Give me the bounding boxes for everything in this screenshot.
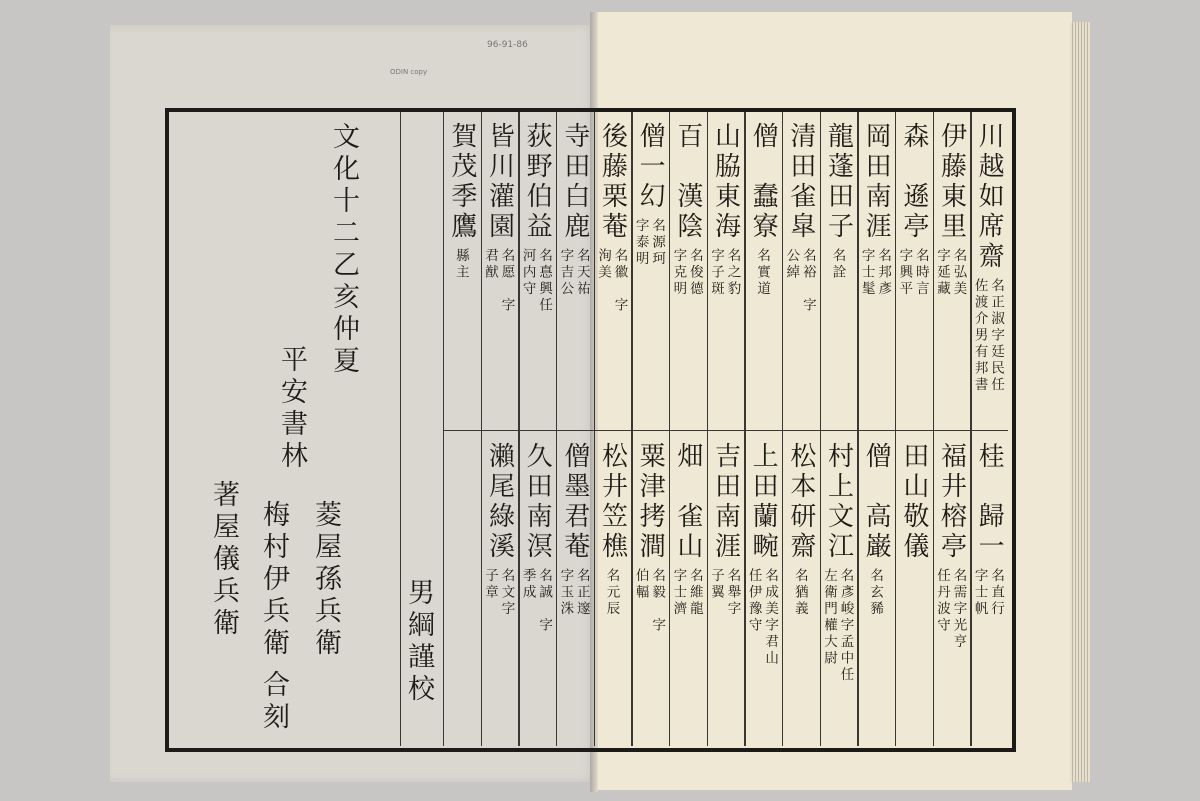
contributor-note <box>868 568 882 618</box>
note-line: 名之豹 <box>724 248 741 298</box>
column-rule <box>669 112 670 746</box>
contributor-note <box>792 568 806 618</box>
note-line: 名成美字君山 <box>762 568 779 667</box>
note-line: 字子斑 <box>708 248 724 298</box>
colophon-joint-print: 合刻 <box>258 670 289 734</box>
contributor-name: 粟津拷澗 <box>635 442 666 562</box>
note-line: 字泰明 <box>632 218 649 268</box>
contributor-note <box>671 248 701 298</box>
colophon-date: 文化十二乙亥仲夏 <box>328 122 359 378</box>
contributor-note <box>745 568 779 667</box>
note-line: 名元辰 <box>603 568 620 618</box>
colophon-editor: 男綱謹校 <box>403 578 434 706</box>
contributor-name: 賀茂季鷹 <box>446 122 477 242</box>
contributor-note <box>453 248 467 281</box>
column-rule <box>707 112 708 746</box>
note-line: 公綽 <box>783 248 800 281</box>
note-line: 子翼 <box>708 568 724 601</box>
contributor-name: 桂 歸一 <box>974 442 1005 562</box>
contributor-note <box>971 568 1005 618</box>
note-line: 名文字 <box>498 568 515 618</box>
contributor-name: 松本研齋 <box>785 442 816 562</box>
note-line: 名邦彥 <box>875 248 892 298</box>
colophon-publisher-group: 平安書林 <box>276 345 307 473</box>
contributor-name: 畑 雀山 <box>672 442 703 562</box>
contributor-name: 吉田南涯 <box>710 442 741 562</box>
contributor-name: 僧 蠢寮 <box>748 122 779 242</box>
editor-column-rule <box>400 112 401 746</box>
contributor-note <box>755 248 769 298</box>
pencil-accession-number: 96-91-86 <box>487 40 528 50</box>
contributor-name: 荻野伯益 <box>522 122 553 242</box>
note-line: 任伊豫守 <box>745 568 762 634</box>
contributor-name: 百 漢陰 <box>672 122 703 242</box>
column-rule <box>933 112 934 746</box>
note-line: 字延藏 <box>934 248 950 298</box>
note-line: 字玉洙 <box>557 568 574 618</box>
note-line: 名玄豨 <box>867 568 884 618</box>
contributor-note <box>709 568 739 618</box>
contributor-note <box>830 248 844 281</box>
contributor-name: 寺田白鹿 <box>559 122 590 242</box>
page-edges <box>1070 22 1090 782</box>
note-line: 字士濟 <box>670 568 687 618</box>
note-line: 河内守 <box>519 248 536 298</box>
note-line: 名維龍 <box>686 568 703 618</box>
contributor-name: 福井榕亭 <box>936 442 967 562</box>
contributor-name: 岡田南涯 <box>861 122 892 242</box>
column-rule <box>782 112 783 746</box>
note-line: 名俊德 <box>686 248 703 298</box>
contributor-note <box>935 248 965 298</box>
note-line: 任丹波守 <box>934 568 950 634</box>
column-rule <box>970 112 971 746</box>
contributor-note <box>671 568 701 618</box>
contributor-name: 村上文江 <box>823 442 854 562</box>
note-line: 名惪興任 <box>536 248 553 314</box>
note-line: 名源珂 <box>649 218 666 268</box>
contributor-name: 川越如席齋 <box>974 122 1005 272</box>
note-line: 伯輻 <box>632 568 649 601</box>
contributor-note <box>558 248 588 298</box>
note-line: 名毅 字 <box>649 568 666 634</box>
contributor-name: 清田雀皐 <box>785 122 816 242</box>
note-line: 左衛門權大尉 <box>821 568 837 667</box>
contributor-note <box>596 248 626 314</box>
column-rule <box>481 112 482 746</box>
note-line: 佐渡介男有邦書 <box>971 278 988 394</box>
colophon-publisher-3: 著屋儀兵衛 <box>208 480 239 640</box>
contributor-name: 僧一幻 <box>635 122 666 212</box>
contributor-note <box>483 248 513 314</box>
contributor-note <box>483 568 513 618</box>
contributor-note <box>604 568 618 618</box>
column-rule <box>895 112 896 746</box>
column-rule <box>594 112 595 746</box>
note-line: 縣主 <box>452 248 469 281</box>
note-line: 字士髦 <box>858 248 875 298</box>
contributor-note <box>632 218 666 268</box>
contributor-name: 上田蘭畹 <box>748 442 779 562</box>
table-left-rule <box>443 112 444 746</box>
note-line: 名愿 字 <box>498 248 515 314</box>
note-line: 子章 <box>482 568 498 601</box>
note-line: 君猷 <box>482 248 498 281</box>
contributor-note <box>897 248 927 298</box>
contributor-name: 後藤栗菴 <box>597 122 628 242</box>
column-rule <box>556 112 557 746</box>
contributor-note <box>632 568 666 634</box>
contributor-note <box>858 248 892 298</box>
contributor-note <box>519 568 553 634</box>
contributor-name: 森 遜亭 <box>898 122 929 242</box>
note-line: 名徽 字 <box>611 248 628 314</box>
contributor-note <box>709 248 739 298</box>
note-line: 字興平 <box>896 248 913 298</box>
note-line: 名正邃 <box>573 568 590 618</box>
note-line: 名時言 <box>912 248 929 298</box>
note-line: 名天祐 <box>573 248 590 298</box>
colophon-publisher-1: 菱屋孫兵衛 <box>310 500 341 660</box>
note-line: 字士帆 <box>971 568 988 618</box>
note-line: 名弘美 <box>950 248 967 298</box>
contributor-name: 松井笠樵 <box>597 442 628 562</box>
contributor-name: 瀨尾綠溪 <box>484 442 515 562</box>
note-line: 字吉公 <box>557 248 574 298</box>
column-rule <box>518 112 519 746</box>
contributor-name: 龍蓬田子 <box>823 122 854 242</box>
note-line: 名猶義 <box>791 568 808 618</box>
note-line: 名誠 字 <box>536 568 553 634</box>
pencil-copy-note: ODIN copy <box>390 68 428 76</box>
note-line: 名裕 字 <box>799 248 816 314</box>
note-line: 洵美 <box>595 248 611 281</box>
column-rule <box>631 112 632 746</box>
contributor-name: 僧墨君菴 <box>559 442 590 562</box>
contributor-note <box>971 278 1005 394</box>
contributor-note <box>558 568 588 618</box>
contributor-name: 山脇東海 <box>710 122 741 242</box>
note-line: 名彥峻字孟中任 <box>837 568 854 684</box>
contributor-note <box>935 568 965 651</box>
colophon-publisher-2: 梅村伊兵衛 <box>258 500 289 660</box>
note-line: 名需字光亨 <box>950 568 967 651</box>
contributor-name: 久田南溟 <box>522 442 553 562</box>
contributor-note <box>822 568 852 684</box>
note-line: 名實道 <box>754 248 771 298</box>
contributor-name: 僧 高巌 <box>861 442 892 562</box>
note-line: 名舉字 <box>724 568 741 618</box>
contributor-note <box>784 248 814 314</box>
note-line: 字克明 <box>670 248 687 298</box>
row-divider <box>443 430 1008 431</box>
note-line: 名直行 <box>988 568 1005 618</box>
note-line: 名正淑字廷民任 <box>988 278 1005 394</box>
note-line: 季成 <box>519 568 536 601</box>
contributor-name: 田山敬儀 <box>898 442 929 562</box>
contributor-note <box>519 248 553 314</box>
contributor-name: 伊藤東里 <box>936 122 967 242</box>
column-rule <box>857 112 858 746</box>
contributor-name: 皆川灌園 <box>484 122 515 242</box>
note-line: 名詮 <box>829 248 846 281</box>
